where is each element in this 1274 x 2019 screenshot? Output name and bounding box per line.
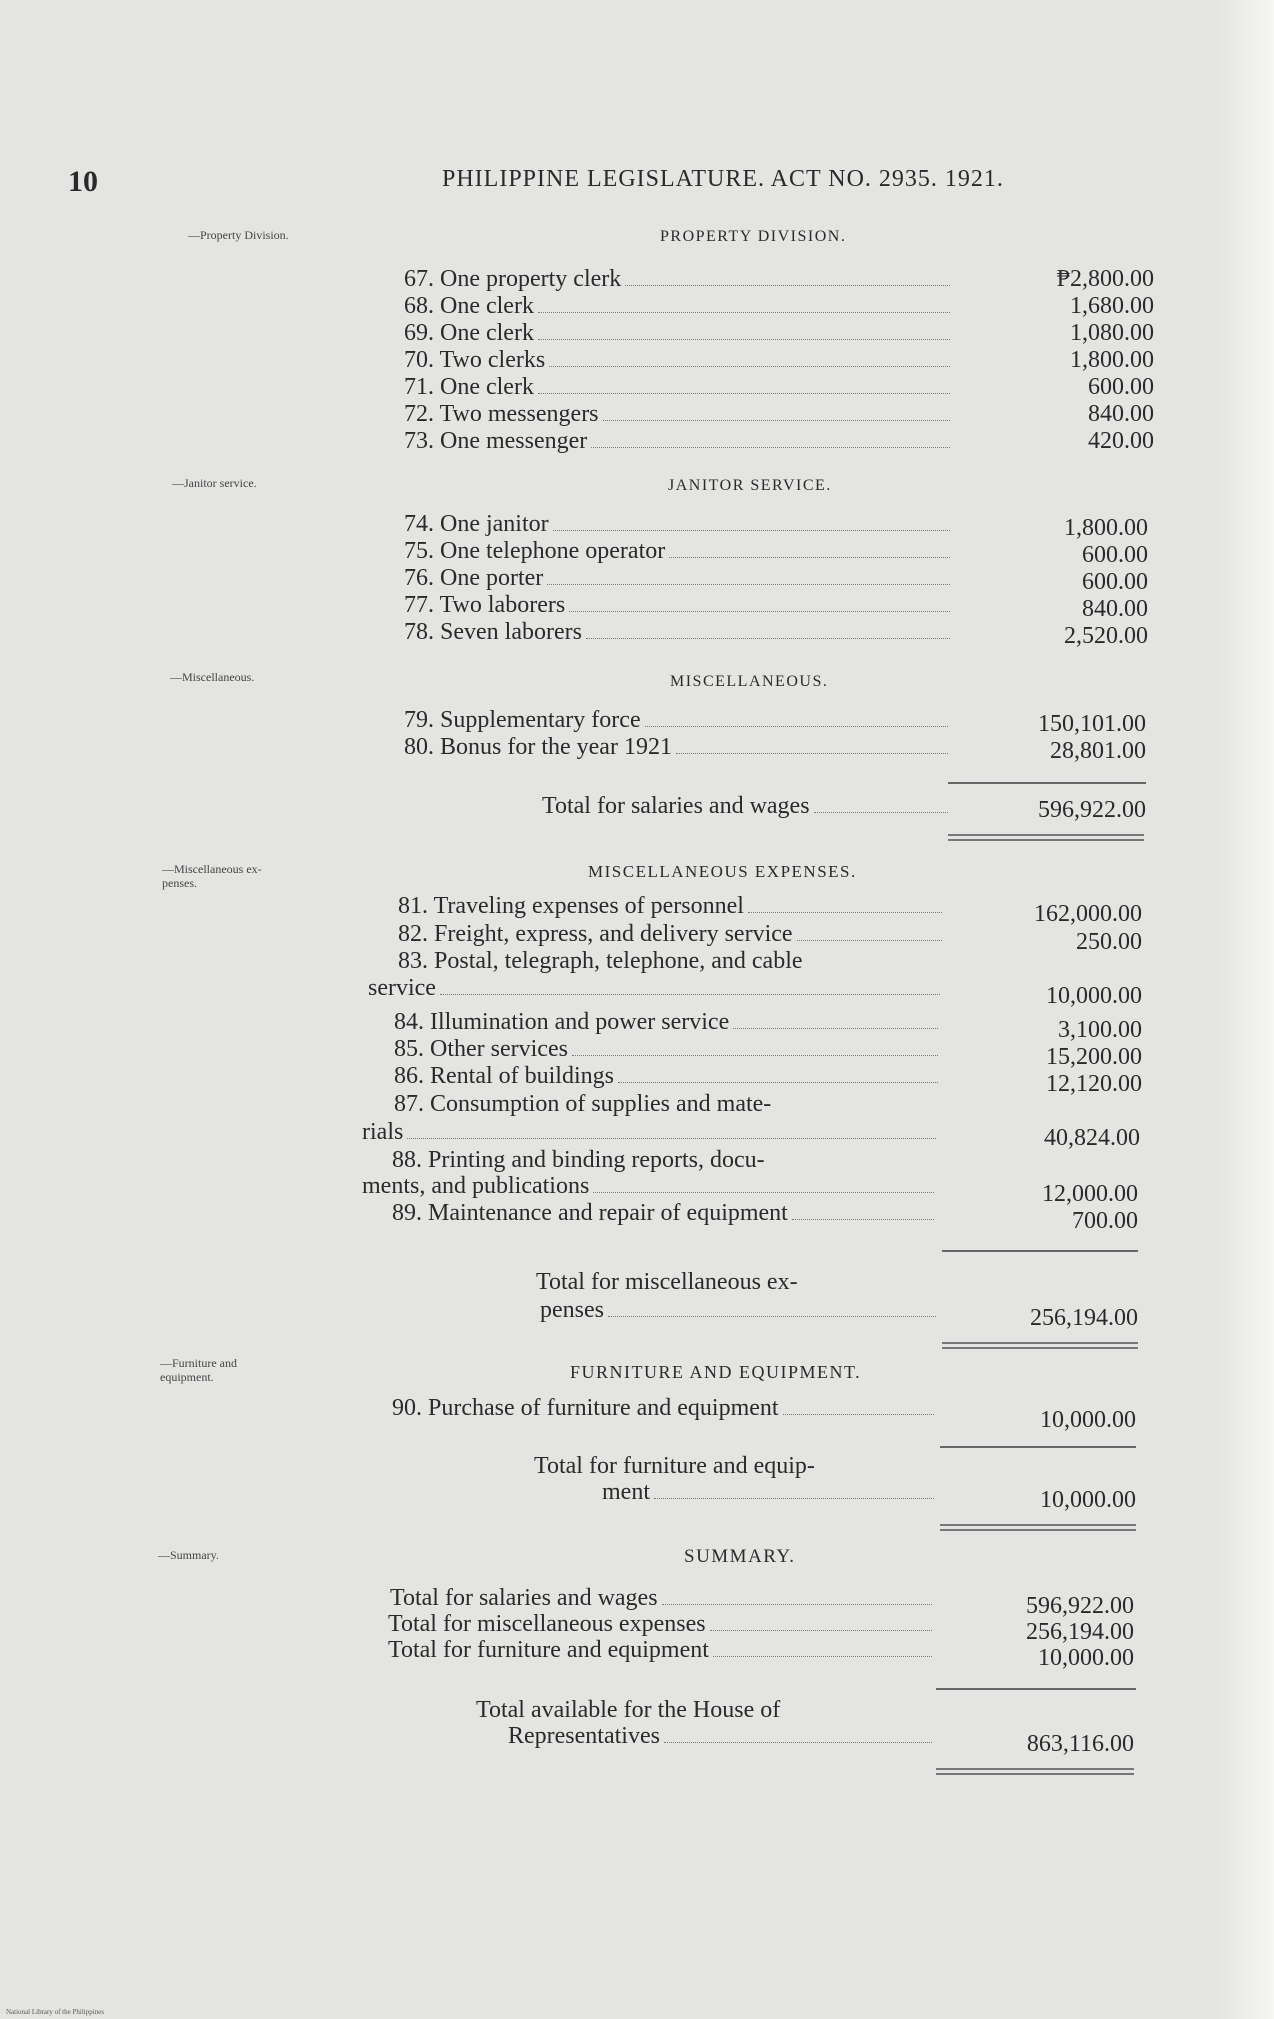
line-item: 90. Purchase of furniture and equipment bbox=[392, 1394, 938, 1422]
line-item: 81. Traveling expenses of personnel bbox=[398, 892, 946, 920]
line-item: 72. Two messengers bbox=[404, 400, 954, 428]
line-amount: 10,000.00 bbox=[1046, 983, 1142, 1009]
line-amount: 12,120.00 bbox=[1046, 1071, 1142, 1097]
line-item: 74. One janitor bbox=[404, 510, 954, 538]
line-amount: 840.00 bbox=[1088, 401, 1154, 427]
double-rule bbox=[936, 1768, 1134, 1775]
line-amount: 1,080.00 bbox=[1070, 320, 1154, 346]
line-amount: 700.00 bbox=[1072, 1208, 1138, 1234]
margin-note-furniture: —Furniture and equipment. bbox=[160, 1356, 237, 1384]
line-amount: 150,101.00 bbox=[1038, 711, 1146, 737]
line-item: 69. One clerk bbox=[404, 319, 954, 347]
line-amount: 420.00 bbox=[1088, 428, 1154, 454]
line-amount: 12,000.00 bbox=[1042, 1181, 1138, 1207]
line-item: 71. One clerk bbox=[404, 373, 954, 401]
line-item: 68. One clerk bbox=[404, 292, 954, 320]
line-item: 77. Two laborers bbox=[404, 591, 954, 619]
margin-note-janitor: —Janitor service. bbox=[172, 476, 257, 490]
grand-total-line1: Total available for the House of bbox=[476, 1697, 781, 1723]
line-item-first-line: 88. Printing and binding reports, docu- bbox=[392, 1147, 765, 1173]
line-item: service bbox=[368, 974, 944, 1002]
line-item: 75. One telephone operator bbox=[404, 537, 954, 565]
summary-line: Total for furniture and equipment bbox=[388, 1636, 936, 1664]
margin-note-misc-expenses: —Miscellaneous ex- penses. bbox=[162, 862, 262, 890]
line-amount: 15,200.00 bbox=[1046, 1044, 1142, 1070]
margin-note-property: —Property Division. bbox=[188, 228, 289, 242]
line-item: 67. One property clerk bbox=[404, 265, 954, 293]
summary-amount: 256,194.00 bbox=[1026, 1619, 1134, 1645]
grand-total-amount: 863,116.00 bbox=[1026, 1731, 1134, 1757]
subtotal-rule bbox=[948, 782, 1146, 784]
line-item: 73. One messenger bbox=[404, 427, 954, 455]
line-amount: 28,801.00 bbox=[1050, 738, 1146, 764]
line-item: ments, and publications bbox=[362, 1172, 938, 1200]
line-item: 89. Maintenance and repair of equipment bbox=[392, 1199, 938, 1227]
double-rule bbox=[942, 1342, 1138, 1349]
summary-amount: 10,000.00 bbox=[1038, 1645, 1134, 1671]
line-item: 86. Rental of buildings bbox=[394, 1062, 942, 1090]
summary-line: Total for miscellaneous expenses bbox=[388, 1610, 936, 1638]
total-misc-expenses-amount: 256,194.00 bbox=[1030, 1305, 1138, 1331]
line-item: 85. Other services bbox=[394, 1035, 942, 1063]
subtotal-rule bbox=[936, 1688, 1136, 1690]
heading-miscellaneous: MISCELLANEOUS. bbox=[670, 673, 829, 690]
total-salaries-amount: 596,922.00 bbox=[1038, 797, 1146, 823]
total-misc-expenses-line2: penses bbox=[540, 1296, 940, 1324]
line-amount: 2,520.00 bbox=[1064, 623, 1148, 649]
line-item-first-line: 87. Consumption of supplies and mate- bbox=[394, 1091, 772, 1117]
line-item: 79. Supplementary force bbox=[404, 706, 952, 734]
double-rule bbox=[940, 1524, 1136, 1531]
line-amount: 1,800.00 bbox=[1070, 347, 1154, 373]
line-amount: 250.00 bbox=[1076, 929, 1142, 955]
heading-misc-expenses: MISCELLANEOUS EXPENSES. bbox=[588, 862, 857, 881]
line-item-first-line: 83. Postal, telegraph, telephone, and cable bbox=[398, 948, 803, 974]
margin-note-misc: —Miscellaneous. bbox=[170, 670, 255, 684]
line-item: rials bbox=[362, 1118, 940, 1146]
line-amount: 40,824.00 bbox=[1044, 1125, 1140, 1151]
line-amount: 1,680.00 bbox=[1070, 293, 1154, 319]
page-edge-shading bbox=[1214, 0, 1274, 2019]
line-amount: 600.00 bbox=[1088, 374, 1154, 400]
subtotal-rule bbox=[940, 1446, 1136, 1448]
subtotal-rule bbox=[942, 1250, 1138, 1252]
line-amount: 3,100.00 bbox=[1058, 1017, 1142, 1043]
page-number: 10 bbox=[68, 165, 98, 198]
line-amount: 600.00 bbox=[1082, 569, 1148, 595]
total-misc-expenses-line1: Total for miscellaneous ex- bbox=[536, 1269, 798, 1295]
line-item: 84. Illumination and power service bbox=[394, 1008, 942, 1036]
line-amount: 10,000.00 bbox=[1040, 1407, 1136, 1433]
margin-note-summary: —Summary. bbox=[158, 1548, 219, 1562]
summary-line: Total for salaries and wages bbox=[390, 1584, 936, 1612]
line-item: 76. One porter bbox=[404, 564, 954, 592]
total-salaries-line: Total for salaries and wages bbox=[542, 792, 952, 820]
heading-janitor-service: JANITOR SERVICE. bbox=[668, 477, 832, 494]
heading-summary: SUMMARY. bbox=[684, 1546, 796, 1567]
line-item: 78. Seven laborers bbox=[404, 618, 954, 646]
scan-footer-note: National Library of the Philippines bbox=[6, 2008, 104, 2016]
summary-amount: 596,922.00 bbox=[1026, 1593, 1134, 1619]
line-amount: ₱2,800.00 bbox=[1056, 266, 1154, 292]
total-furniture-line1: Total for furniture and equip- bbox=[534, 1453, 815, 1479]
line-item: 82. Freight, express, and delivery service bbox=[398, 920, 946, 948]
running-head: PHILIPPINE LEGISLATURE. ACT NO. 2935. 1921. bbox=[442, 166, 1004, 192]
total-furniture-amount: 10,000.00 bbox=[1040, 1487, 1136, 1513]
line-item: 80. Bonus for the year 1921 bbox=[404, 733, 952, 761]
double-rule bbox=[948, 834, 1144, 841]
line-amount: 1,800.00 bbox=[1064, 515, 1148, 541]
heading-property-division: PROPERTY DIVISION. bbox=[660, 228, 847, 245]
line-amount: 840.00 bbox=[1082, 596, 1148, 622]
line-item: 70. Two clerks bbox=[404, 346, 954, 374]
line-amount: 162,000.00 bbox=[1034, 901, 1142, 927]
line-amount: 600.00 bbox=[1082, 542, 1148, 568]
heading-furniture-equipment: FURNITURE AND EQUIPMENT. bbox=[570, 1362, 862, 1382]
total-furniture-line2: ment bbox=[602, 1478, 938, 1506]
grand-total-line2: Representatives bbox=[508, 1722, 936, 1750]
